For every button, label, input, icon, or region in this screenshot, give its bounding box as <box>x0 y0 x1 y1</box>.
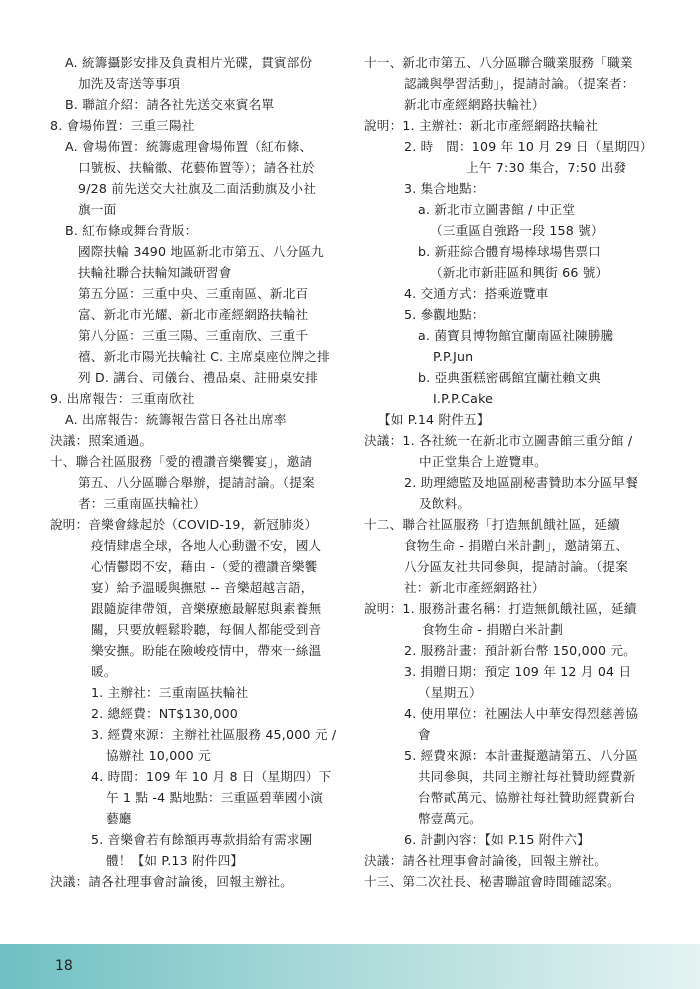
text-line: 食物生命 - 捐贈白米計劃 <box>422 622 564 637</box>
text-line: 3. 捐贈日期：預定 109 年 12 月 04 日 <box>404 664 632 679</box>
text-line: 3. 集合地點： <box>404 181 485 196</box>
text-line: I.P.P.Cake <box>433 391 494 406</box>
footer-band <box>0 944 700 989</box>
text-line: 扶輪社聯合扶輪知識研習會 <box>78 265 232 280</box>
text-line: 台幣貳萬元、協辦社每社贊助經費新台 <box>418 790 636 805</box>
text-line: 9. 出席報告：三重南欣社 <box>50 391 195 406</box>
text-line: 中正堂集合上遊覽車。 <box>419 454 547 469</box>
text-line: 1. 主辦社：三重南區扶輪社 <box>91 685 249 700</box>
text-line: 決議：請各社理事會討論後，回報主辦社。 <box>50 874 294 889</box>
text-line: 新北市產經網路扶輪社） <box>404 97 545 112</box>
text-line: A. 會場佈置：統籌處理會場佈置（紅布條、 <box>65 139 313 154</box>
text-line: 宴）給予溫暖與撫慰 -- 音樂超越言語， <box>91 580 314 595</box>
text-line: 第五分區：三重中央、三重南區、新北百 <box>78 286 309 301</box>
text-line: 十、聯合社區服務「愛的禮讚音樂饗宴」，邀請 <box>50 454 313 469</box>
text-line: 幣壹萬元。 <box>418 811 482 826</box>
text-line: 決議：請各社理事會討論後，回報主辦社。 <box>364 853 608 868</box>
text-line: 藝廳 <box>106 811 132 826</box>
text-line: A. 統籌攝影安排及負責相片光碟，貫賓部份 <box>65 55 313 70</box>
text-line: 十三、第二次社長、秘書聯誼會時間確認案。 <box>364 874 620 889</box>
text-line: 說明：音樂會緣起於（COVID-19，新冠肺炎） <box>50 517 318 532</box>
text-line: 列 D. 講台、司儀台、禮品桌、註冊桌安排 <box>78 370 319 385</box>
text-line: 4. 時間：109 年 10 月 8 日（星期四）下 <box>91 769 332 784</box>
text-line: 關，只要放輕鬆聆聽，每個人都能受到音 <box>91 622 322 637</box>
text-line: B. 聯誼介紹：請各社先送交來賓名單 <box>65 97 275 112</box>
text-line: 上午 7:30 集合，7:50 出發 <box>466 160 627 175</box>
text-line: （三重區自強路一段 158 號） <box>430 223 604 238</box>
text-line: 疫情肆虐全球，各地人心動盪不安，國人 <box>91 538 322 553</box>
text-line: 5. 參觀地點： <box>404 307 485 322</box>
text-line: 食物生命 - 捐贈白米計劃」，邀請第五、 <box>404 538 629 553</box>
text-line: B. 紅布條或舞台背版： <box>65 223 198 238</box>
text-line: 4. 使用單位：社團法人中華安得烈慈善協 <box>404 706 639 721</box>
text-line: 說明：1. 主辦社：新北市產經網路扶輪社 <box>364 118 599 133</box>
text-line: 4. 交通方式：搭乘遊覽車 <box>404 286 549 301</box>
text-line: 口號板、扶輪徽、花藝佈置等）；請各社於 <box>78 160 315 175</box>
text-line: 心情鬱悶不安，藉由 -（愛的禮讚音樂饗 <box>91 559 318 574</box>
text-line: 6. 計劃內容：【如 P.15 附件六】 <box>404 832 590 847</box>
text-line: b. 新莊綜合體育場棒球場售票口 <box>418 244 601 259</box>
text-line: 暖。 <box>91 664 117 679</box>
text-line: 共同參與，共同主辦社每社贊助經費新 <box>418 769 636 784</box>
text-line: 八分區友社共同參與，提請討論。（提案 <box>404 559 628 574</box>
text-line: 會 <box>418 727 431 742</box>
text-line: 及飲料。 <box>419 496 471 511</box>
text-line: a. 新北市立圖書館 / 中正堂 <box>418 202 576 217</box>
text-line: 【如 P.14 附件五】 <box>378 412 490 427</box>
text-line: 富、新北市光耀、新北市產經網路扶輪社 <box>78 307 309 322</box>
text-line: 3. 經費來源：主辦社社區服務 45,000 元 / <box>91 727 337 742</box>
text-line: 認識與學習活動」，提請討論。（提案者： <box>404 76 635 91</box>
text-line: 旗一面 <box>78 202 117 217</box>
text-line: b. 亞典蛋糕密碼館宜蘭社賴文典 <box>418 370 601 385</box>
text-line: 9/28 前先送交大社旗及二面活動旗及小社 <box>78 181 316 196</box>
text-line: 2. 時 間：109 年 10 月 29 日（星期四） <box>404 139 653 154</box>
text-line: 第八分區：三重三陽、三重南欣、三重千 <box>78 328 309 343</box>
text-line: （星期五） <box>418 685 482 700</box>
text-line: a. 菌寶貝博物館宜蘭南區社陳勝騰 <box>418 328 614 343</box>
text-line: 國際扶輪 3490 地區新北市第五、八分區九 <box>78 244 324 259</box>
text-line: 5. 經費來源：本計畫擬邀請第五、八分區 <box>404 748 639 763</box>
text-line: 社：新北市產經網路社） <box>404 580 545 595</box>
text-line: 5. 音樂會若有餘額再專款捐給有需求團 <box>91 832 313 847</box>
text-line: 者：三重南區扶輪社） <box>78 496 206 511</box>
text-line: 跟隨旋律帶領，音樂療癒最解慰與素養無 <box>91 601 322 616</box>
text-line: 決議：照案通過。 <box>50 433 153 448</box>
text-line: 十二、聯合社區服務「打造無飢餓社區，延續 <box>364 517 620 532</box>
text-line: 2. 服務計畫：預計新台幣 150,000 元。 <box>404 643 637 658</box>
text-line: A. 出席報告：統籌報告當日各社出席率 <box>65 412 287 427</box>
page-number: 18 <box>55 958 73 974</box>
text-line: 樂安撫。盼能在險峻疫情中，帶來一絲溫 <box>91 643 322 658</box>
text-line: 體！【如 P.13 附件四】 <box>106 853 244 868</box>
text-line: 決議：1. 各社統一在新北市立圖書館三重分館 / <box>364 433 633 448</box>
text-line: 午 1 點 -4 點地點：三重區碧華國小演 <box>106 790 324 805</box>
text-line: （新北市新莊區和興街 66 號） <box>430 265 609 280</box>
text-line: 第五、八分區聯合舉辦，提請討論。（提案 <box>78 475 315 490</box>
text-line: 禧、新北市陽光扶輪社 C. 主席桌座位牌之排 <box>78 349 330 364</box>
text-line: 說明：1. 服務計畫名稱：打造無飢餓社區，延續 <box>364 601 637 616</box>
text-line: P.P.Jun <box>433 349 474 364</box>
text-line: 2. 總經費：NT$130,000 <box>91 706 238 721</box>
text-line: 2. 助理總監及地區副秘書贊助本分區早餐 <box>404 475 639 490</box>
text-line: 協辦社 10,000 元 <box>106 748 211 763</box>
text-line: 加洗及寄送等事項 <box>78 76 181 91</box>
text-line: 8. 會場佈置：三重三陽社 <box>50 118 195 133</box>
text-line: 十一、新北市第五、八分區聯合職業服務「職業 <box>364 55 633 70</box>
